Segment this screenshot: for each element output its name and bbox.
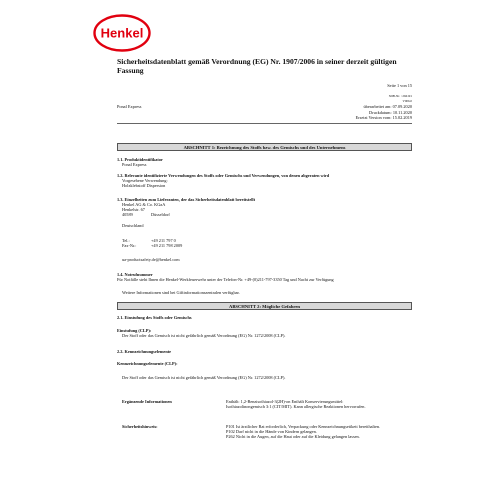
s11-title: 1.1. Produktidentifikator: [117, 157, 163, 162]
ke-title: Kennzeichnungselemente (CLP):: [117, 361, 178, 366]
clp-title: Einstufung (CLP):: [117, 328, 152, 333]
company-country: Deutschland: [122, 223, 144, 228]
section-1-heading: ABSCHNITT 1: Bezeichnung des Stoffs bzw. des Gemischs und des Unternehmens: [117, 143, 412, 151]
version-number: V006.0: [402, 98, 412, 103]
tel-label: Tel.:: [122, 238, 130, 243]
fax-label: Fax-Nr.:: [122, 243, 137, 248]
supplementary-line-2: Isothiazolinongemisch 3:1 (CIT/MIT). Kann allergische Reaktionen hervorrufen.: [226, 404, 366, 409]
s12-line-2: Holzklebstoff Dispersion: [122, 183, 166, 188]
s12-line-1: Vorgesehene Verwendung:: [122, 178, 168, 183]
s14-title: 1.4. Notrufnummer: [117, 272, 153, 277]
replaces-row: [280, 115, 412, 120]
title-line-1: Sicherheitsdatenblatt gemäß Verordnung (EG) Nr. 1907/2006 in seiner derzeit gültigen: [117, 57, 397, 66]
company-name: Henkel AG & Co. KGaA: [122, 202, 166, 207]
s13-title: 1.3. Einzelheiten zum Lieferanten, der das Sicherheitsdatenblatt bereitstellt: [117, 197, 256, 202]
supplementary-label: Ergänzende Informationen: [122, 399, 172, 404]
print-label: Druckdatum:: [369, 109, 392, 115]
ke-value: Der Stoff oder das Gemisch ist nicht gefährlich gemäß Verordnung (EG) Nr. 1272/2008 (CLP).: [122, 375, 286, 380]
replaces-label: Ersetzt Version vom:: [355, 115, 392, 120]
fax-value: +49 211 798 2009: [151, 243, 183, 248]
sdb-number: SDB-Nr. : 266191: [388, 94, 412, 98]
henkel-logo: [93, 14, 151, 52]
s11-value: Ponal Express: [122, 162, 147, 167]
supplementary-line-1: Enthält: 1,2-Benzisothiazol-3(2H)-on Enthält Konservierungsmittel:: [226, 399, 344, 404]
s22-title: 2.2. Kennzeichnungselemente: [117, 349, 172, 354]
print-date: 10.11.2020: [392, 109, 412, 115]
replaces-date: 15.02.2019: [392, 115, 412, 120]
revised-label: überarbeitet am:: [363, 104, 392, 109]
s12-title: 1.2. Relevante identifizierte Verwendungen des Stoffs oder Gemischs und Verwendungen, von denen abgeraten wird: [117, 173, 330, 178]
document-title: [117, 57, 417, 75]
product-name: Ponal Express: [117, 104, 142, 109]
contact-email: ua-productsafety.de@henkel.com: [122, 257, 180, 262]
safety-label: Sicherheitshinweis:: [122, 424, 158, 429]
safety-line-3: P262 Nicht in die Augen, auf die Haut oder auf die Kleidung gelangen lassen.: [226, 434, 360, 439]
company-city: Düsseldorf: [151, 212, 170, 217]
title-line-2: Fassung: [117, 66, 144, 75]
company-zip: 40589: [122, 212, 133, 217]
safety-line-1: P101 Ist ärztlicher Rat erforderlich, Verpackung oder Kennzeichnungsetikett bereithalten.: [226, 424, 381, 429]
revised-date: 07.09.2020: [392, 104, 412, 109]
s14-line-2: Weitere Informationen sind bei Giftinformationszentralen verfügbar.: [122, 290, 240, 295]
tel-value: +49 211 797 0: [151, 238, 176, 243]
page-info: Seite 1 von 15: [387, 83, 412, 88]
s14-line-1: Für Notfälle steht Ihnen die Henkel-Werkfeuerwehr unter der Telefon-Nr. +49-(0)211-797-3350 Tag und Nacht zur Verfügung: [117, 277, 334, 282]
s21-title: 2.1. Einstufung des Stoffs oder Gemischs: [117, 315, 192, 320]
clp-value: Der Stoff oder das Gemisch ist nicht gefährlich gemäß Verordnung (EG) Nr. 1272/2008 (CLP).: [122, 333, 286, 338]
logo-text: Henkel: [100, 25, 144, 41]
company-street: Henkelstr. 67: [122, 207, 145, 212]
header-divider: [117, 123, 412, 124]
safety-line-2: P102 Darf nicht in die Hände von Kindern gelangen.: [226, 429, 317, 434]
section-2-heading: ABSCHNITT 2: Mögliche Gefahren: [117, 302, 412, 310]
